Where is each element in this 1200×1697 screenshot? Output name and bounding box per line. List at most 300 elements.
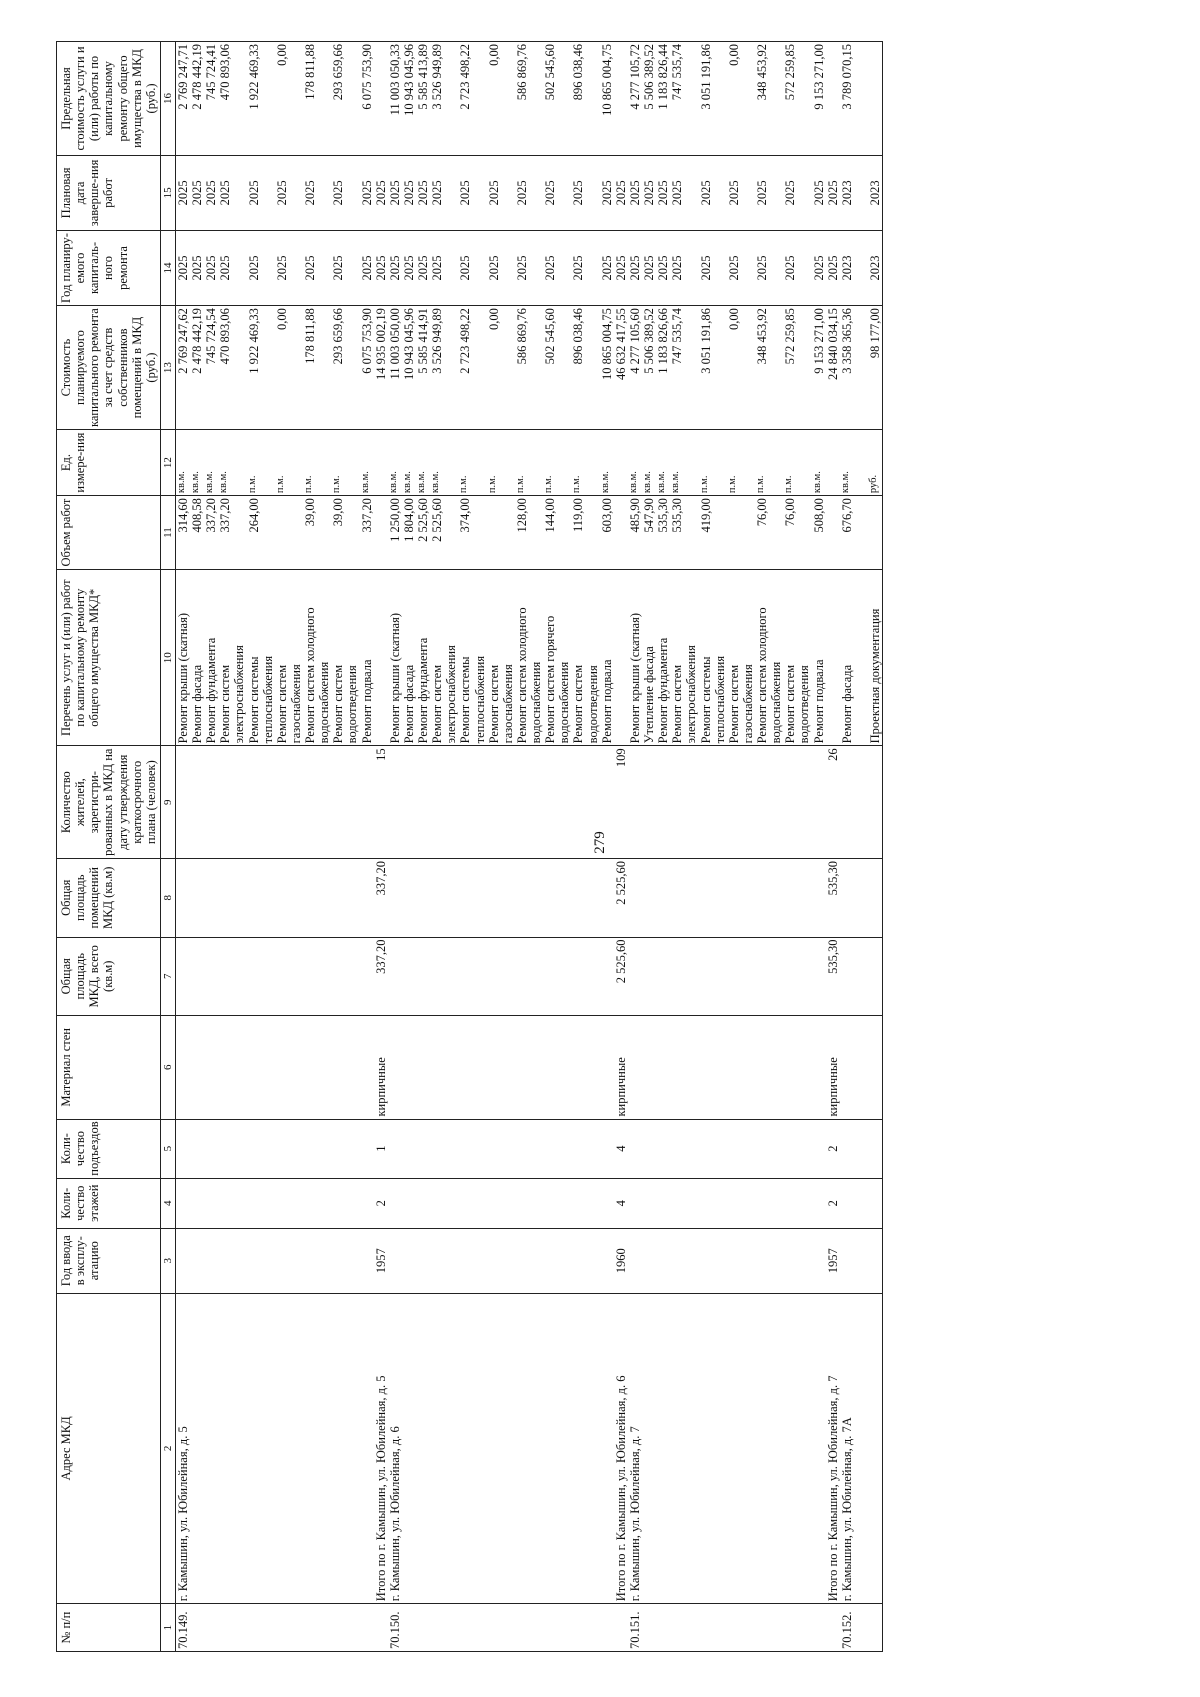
table-row: [360, 42, 374, 1652]
cell-col-3: [345, 1228, 359, 1293]
cell-col-5: [331, 1119, 345, 1178]
cell-col-11: [741, 496, 755, 570]
cell-col-7: [317, 937, 331, 1016]
cell-col-10: Ремонт систем: [487, 570, 501, 746]
cell-col-7: [515, 937, 529, 1016]
cell-col-5: [557, 1119, 571, 1178]
cell-col-1: [402, 1604, 416, 1652]
cell-col-5: [473, 1119, 487, 1178]
cell-col-8: [529, 859, 543, 938]
cell-col-1: [868, 1604, 883, 1652]
cell-col-13: 9 153 271,00: [812, 306, 826, 430]
cell-col-13: 0,00: [275, 306, 289, 430]
cell-col-6: [487, 1016, 501, 1120]
cell-col-6: [218, 1016, 232, 1120]
table-row: [430, 42, 444, 1652]
cell-col-4: [769, 1178, 783, 1228]
cell-col-5: [868, 1119, 883, 1178]
table-row: [487, 42, 501, 1652]
column-header-15: Плановая дата заверше-ния работ: [57, 155, 161, 230]
cell-col-5: [699, 1119, 713, 1178]
cell-col-7: [797, 937, 811, 1016]
cell-col-14: [586, 230, 600, 305]
cell-col-9: [501, 746, 515, 859]
cell-col-1: [430, 1604, 444, 1652]
cell-col-8: [628, 859, 642, 938]
cell-col-15: [345, 155, 359, 230]
cell-col-6: [868, 1016, 883, 1120]
cell-col-16: [345, 42, 359, 156]
table-row: [826, 42, 840, 1652]
cell-col-14: [854, 230, 868, 305]
cell-col-3: [684, 1228, 698, 1293]
cell-col-12: п.м.: [727, 430, 741, 496]
cell-col-14: [444, 230, 458, 305]
cell-col-4: [727, 1178, 741, 1228]
cell-col-4: [331, 1178, 345, 1228]
cell-col-16: 5 506 389,52: [642, 42, 656, 156]
cell-col-5: [190, 1119, 204, 1178]
cell-col-16: 9 153 271,00: [812, 42, 826, 156]
cell-col-3: [275, 1228, 289, 1293]
column-number-2: 2: [160, 1293, 175, 1604]
cell-col-11: 676,70: [840, 496, 854, 570]
cell-col-9: [261, 746, 275, 859]
cell-col-9: 109: [614, 746, 628, 859]
cell-col-13: 24 840 034,15: [826, 306, 840, 430]
cell-col-11: [232, 496, 246, 570]
cell-col-8: [416, 859, 430, 938]
cell-col-10: Ремонт подвала: [812, 570, 826, 746]
cell-col-12: [473, 430, 487, 496]
cell-col-5: [360, 1119, 374, 1178]
cell-col-10: Ремонт систем: [430, 570, 444, 746]
cell-col-11: [444, 496, 458, 570]
cell-col-12: кв.м.: [642, 430, 656, 496]
cell-col-10: водоснабжения: [529, 570, 543, 746]
cell-col-14: 2025: [755, 230, 769, 305]
cell-col-9: [600, 746, 614, 859]
cell-col-9: [487, 746, 501, 859]
cell-col-8: [430, 859, 444, 938]
cell-col-4: [416, 1178, 430, 1228]
cell-col-11: 119,00: [571, 496, 585, 570]
cell-col-5: [458, 1119, 472, 1178]
cell-col-11: [374, 496, 388, 570]
cell-col-9: [345, 746, 359, 859]
cell-col-2: [642, 1293, 656, 1604]
cell-col-3: [487, 1228, 501, 1293]
cell-col-12: кв.м.: [812, 430, 826, 496]
cell-col-12: кв.м.: [628, 430, 642, 496]
cell-col-8: [331, 859, 345, 938]
cell-col-12: [501, 430, 515, 496]
cell-col-14: 2025: [190, 230, 204, 305]
cell-col-7: [727, 937, 741, 1016]
cell-col-7: [402, 937, 416, 1016]
cell-col-4: [175, 1178, 190, 1228]
cell-col-14: [232, 230, 246, 305]
cell-col-8: [247, 859, 261, 938]
cell-col-7: [656, 937, 670, 1016]
table-row: [755, 42, 769, 1652]
cell-col-15: [473, 155, 487, 230]
cell-col-13: 896 038,46: [571, 306, 585, 430]
cell-col-16: 470 893,06: [218, 42, 232, 156]
cell-col-15: 2025: [374, 155, 388, 230]
cell-col-14: 2025: [416, 230, 430, 305]
table-row: [331, 42, 345, 1652]
cell-col-15: [769, 155, 783, 230]
cell-col-7: [854, 937, 868, 1016]
cell-col-2: [543, 1293, 557, 1604]
cell-col-14: [501, 230, 515, 305]
cell-col-11: [487, 496, 501, 570]
cell-col-4: [218, 1178, 232, 1228]
column-header-5: Коли-чество подъездов: [57, 1119, 161, 1178]
page-number: 279: [591, 831, 608, 854]
cell-col-11: [317, 496, 331, 570]
cell-col-13: 5 585 414,91: [416, 306, 430, 430]
cell-col-12: [261, 430, 275, 496]
cell-col-14: 2025: [600, 230, 614, 305]
cell-col-3: [261, 1228, 275, 1293]
cell-col-8: [812, 859, 826, 938]
column-number-5: 5: [160, 1119, 175, 1178]
cell-col-16: 586 869,76: [515, 42, 529, 156]
cell-col-15: 2025: [388, 155, 402, 230]
cell-col-5: [755, 1119, 769, 1178]
cell-col-12: п.м.: [783, 430, 797, 496]
cell-col-11: [473, 496, 487, 570]
cell-col-5: [275, 1119, 289, 1178]
cell-col-5: [670, 1119, 684, 1178]
cell-col-1: [360, 1604, 374, 1652]
cell-col-4: [204, 1178, 218, 1228]
cell-col-4: [670, 1178, 684, 1228]
cell-col-16: 1 922 469,33: [247, 42, 261, 156]
cell-col-7: [247, 937, 261, 1016]
cell-col-5: [487, 1119, 501, 1178]
cell-col-1: [727, 1604, 741, 1652]
cell-col-2: [797, 1293, 811, 1604]
cell-col-16: 293 659,66: [331, 42, 345, 156]
cell-col-1: [190, 1604, 204, 1652]
cell-col-15: [317, 155, 331, 230]
cell-col-16: 3 789 070,15: [840, 42, 854, 156]
cell-col-3: [473, 1228, 487, 1293]
cell-col-8: [755, 859, 769, 938]
cell-col-4: [289, 1178, 303, 1228]
cell-col-10: Ремонт системы: [247, 570, 261, 746]
cell-col-9: [769, 746, 783, 859]
cell-col-16: 747 535,74: [670, 42, 684, 156]
cell-col-2: [458, 1293, 472, 1604]
cell-col-7: [289, 937, 303, 1016]
cell-col-5: [769, 1119, 783, 1178]
cell-col-4: [741, 1178, 755, 1228]
cell-col-10: Проектная документация: [868, 570, 883, 746]
cell-col-14: 2025: [543, 230, 557, 305]
cell-col-1: [289, 1604, 303, 1652]
cell-col-8: [868, 859, 883, 938]
cell-col-6: кирпичные: [374, 1016, 388, 1120]
cell-col-11: 314,60: [175, 496, 190, 570]
cell-col-16: [713, 42, 727, 156]
cell-col-6: [289, 1016, 303, 1120]
cell-col-16: 6 075 753,90: [360, 42, 374, 156]
cell-col-14: 2023: [840, 230, 854, 305]
cell-col-1: [543, 1604, 557, 1652]
cell-col-5: [501, 1119, 515, 1178]
cell-col-8: [741, 859, 755, 938]
cell-col-13: 0,00: [487, 306, 501, 430]
column-header-14: Год планиру-емого капиталь-ного ремонта: [57, 230, 161, 305]
cell-col-3: [317, 1228, 331, 1293]
cell-col-7: [713, 937, 727, 1016]
cell-col-4: 2: [826, 1178, 840, 1228]
cell-col-10: [374, 570, 388, 746]
cell-col-10: газоснабжения: [741, 570, 755, 746]
cell-col-1: [557, 1604, 571, 1652]
cell-col-7: [501, 937, 515, 1016]
cell-col-11: [854, 496, 868, 570]
cell-col-14: 2025: [360, 230, 374, 305]
cell-col-15: [586, 155, 600, 230]
cell-col-12: кв.м.: [218, 430, 232, 496]
cell-col-6: [458, 1016, 472, 1120]
table-row: [289, 42, 303, 1652]
cell-col-10: [826, 570, 840, 746]
cell-col-16: [261, 42, 275, 156]
cell-col-9: [684, 746, 698, 859]
cell-col-5: [600, 1119, 614, 1178]
cell-col-3: [783, 1228, 797, 1293]
cell-col-13: 46 632 417,55: [614, 306, 628, 430]
cell-col-4: [388, 1178, 402, 1228]
cell-col-11: 1 804,00: [402, 496, 416, 570]
cell-col-13: [797, 306, 811, 430]
table-row: [656, 42, 670, 1652]
cell-col-7: [586, 937, 600, 1016]
cell-col-11: 535,30: [670, 496, 684, 570]
cell-col-8: [840, 859, 854, 938]
cell-col-2: [345, 1293, 359, 1604]
cell-col-3: [755, 1228, 769, 1293]
table-row: [303, 42, 317, 1652]
cell-col-7: 337,20: [374, 937, 388, 1016]
cell-col-6: [430, 1016, 444, 1120]
cell-col-7: [345, 937, 359, 1016]
cell-col-10: Ремонт системы: [699, 570, 713, 746]
cell-col-5: [430, 1119, 444, 1178]
cell-col-5: [684, 1119, 698, 1178]
cell-col-6: [175, 1016, 190, 1120]
cell-col-12: кв.м.: [416, 430, 430, 496]
cell-col-9: [670, 746, 684, 859]
cell-col-15: 2025: [416, 155, 430, 230]
cell-col-16: 896 038,46: [571, 42, 585, 156]
cell-col-11: [868, 496, 883, 570]
cell-col-2: г. Камышин, ул. Юбилейная, д. 6: [388, 1293, 402, 1604]
cell-col-7: [275, 937, 289, 1016]
cell-col-9: [755, 746, 769, 859]
cell-col-14: 2025: [812, 230, 826, 305]
cell-col-15: [289, 155, 303, 230]
cell-col-14: 2025: [515, 230, 529, 305]
cell-col-10: Ремонт крыши (скатная): [175, 570, 190, 746]
cell-col-5: [854, 1119, 868, 1178]
table-row: [557, 42, 571, 1652]
cell-col-5: [303, 1119, 317, 1178]
table-row: [868, 42, 883, 1652]
cell-col-12: п.м.: [755, 430, 769, 496]
cell-col-8: [684, 859, 698, 938]
cell-col-13: [473, 306, 487, 430]
cell-col-6: [642, 1016, 656, 1120]
cell-col-10: Ремонт подвала: [360, 570, 374, 746]
table-row: [543, 42, 557, 1652]
cell-col-8: [345, 859, 359, 938]
cell-col-7: [360, 937, 374, 1016]
cell-col-8: [783, 859, 797, 938]
cell-col-3: [854, 1228, 868, 1293]
cell-col-7: [473, 937, 487, 1016]
cell-col-10: Ремонт систем: [331, 570, 345, 746]
rotated-page: [56, 41, 1141, 1652]
table-row: [684, 42, 698, 1652]
cell-col-16: [374, 42, 388, 156]
table-row: [586, 42, 600, 1652]
cell-col-11: 374,00: [458, 496, 472, 570]
cell-col-12: п.м.: [458, 430, 472, 496]
cell-col-2: [444, 1293, 458, 1604]
cell-col-8: [501, 859, 515, 938]
cell-col-3: [416, 1228, 430, 1293]
cell-col-7: [204, 937, 218, 1016]
cell-col-15: 2025: [543, 155, 557, 230]
cell-col-12: п.м.: [543, 430, 557, 496]
table-row: [175, 42, 190, 1652]
cell-col-11: 76,00: [783, 496, 797, 570]
cell-col-16: 178 811,88: [303, 42, 317, 156]
column-number-4: 4: [160, 1178, 175, 1228]
cell-col-6: [628, 1016, 642, 1120]
cell-col-3: [571, 1228, 585, 1293]
cell-col-3: 1960: [614, 1228, 628, 1293]
cell-col-12: [769, 430, 783, 496]
cell-col-2: [557, 1293, 571, 1604]
cell-col-15: 2025: [487, 155, 501, 230]
cell-col-13: 502 545,60: [543, 306, 557, 430]
cell-col-1: [331, 1604, 345, 1652]
cell-col-3: [331, 1228, 345, 1293]
cell-col-14: [529, 230, 543, 305]
cell-col-15: [501, 155, 515, 230]
cell-col-2: Итого по г. Камышин, ул. Юбилейная, д. 5: [374, 1293, 388, 1604]
cell-col-2: [247, 1293, 261, 1604]
cell-col-3: [840, 1228, 854, 1293]
cell-col-9: [190, 746, 204, 859]
cell-col-1: [797, 1604, 811, 1652]
cell-col-9: [628, 746, 642, 859]
cell-col-6: [600, 1016, 614, 1120]
cell-col-15: 2025: [247, 155, 261, 230]
cell-col-10: водоснабжения: [317, 570, 331, 746]
cell-col-5: [741, 1119, 755, 1178]
cell-col-10: Ремонт систем: [218, 570, 232, 746]
cell-col-3: [402, 1228, 416, 1293]
cell-col-3: 1957: [374, 1228, 388, 1293]
cell-col-13: 98 177,00: [868, 306, 883, 430]
cell-col-5: [628, 1119, 642, 1178]
cell-col-14: [741, 230, 755, 305]
cell-col-13: 4 277 105,60: [628, 306, 642, 430]
cell-col-6: [699, 1016, 713, 1120]
cell-col-2: [190, 1293, 204, 1604]
cell-col-8: [515, 859, 529, 938]
cell-col-1: [586, 1604, 600, 1652]
cell-col-11: 39,00: [331, 496, 345, 570]
cell-col-10: Утепление фасада: [642, 570, 656, 746]
cell-col-1: 70.151.: [628, 1604, 642, 1652]
cell-col-1: [571, 1604, 585, 1652]
cell-col-12: [374, 430, 388, 496]
table-row: [670, 42, 684, 1652]
cell-col-11: [275, 496, 289, 570]
cell-col-15: 2025: [783, 155, 797, 230]
cell-col-11: [501, 496, 515, 570]
cell-col-4: [360, 1178, 374, 1228]
cell-col-4: [487, 1178, 501, 1228]
cell-col-7: [699, 937, 713, 1016]
cell-col-5: [797, 1119, 811, 1178]
cell-col-1: [699, 1604, 713, 1652]
cell-col-2: [275, 1293, 289, 1604]
cell-col-8: [571, 859, 585, 938]
cell-col-7: [458, 937, 472, 1016]
cell-col-6: [501, 1016, 515, 1120]
cell-col-13: 10 865 004,75: [600, 306, 614, 430]
cell-col-6: [854, 1016, 868, 1120]
cell-col-10: Ремонт фундамента: [656, 570, 670, 746]
cell-col-4: [247, 1178, 261, 1228]
cell-col-5: [571, 1119, 585, 1178]
cell-col-5: [345, 1119, 359, 1178]
cell-col-6: [684, 1016, 698, 1120]
cell-col-8: [444, 859, 458, 938]
cell-col-1: [501, 1604, 515, 1652]
cell-col-10: водоотведения: [797, 570, 811, 746]
cell-col-12: п.м.: [515, 430, 529, 496]
cell-col-2: [741, 1293, 755, 1604]
cell-col-9: [586, 746, 600, 859]
cell-col-1: 70.152.: [840, 1604, 854, 1652]
cell-col-7: [600, 937, 614, 1016]
cell-col-13: 2 478 442,19: [190, 306, 204, 430]
cell-col-1: [755, 1604, 769, 1652]
header-row: [57, 42, 161, 1652]
cell-col-2: г. Камышин, ул. Юбилейная, д. 5: [175, 1293, 190, 1604]
table-row: [571, 42, 585, 1652]
cell-col-2: Итого по г. Камышин, ул. Юбилейная, д. 7: [826, 1293, 840, 1604]
cell-col-1: [473, 1604, 487, 1652]
cell-col-13: [501, 306, 515, 430]
table-row: [247, 42, 261, 1652]
cell-col-9: [289, 746, 303, 859]
cell-col-3: [303, 1228, 317, 1293]
cell-col-8: [388, 859, 402, 938]
